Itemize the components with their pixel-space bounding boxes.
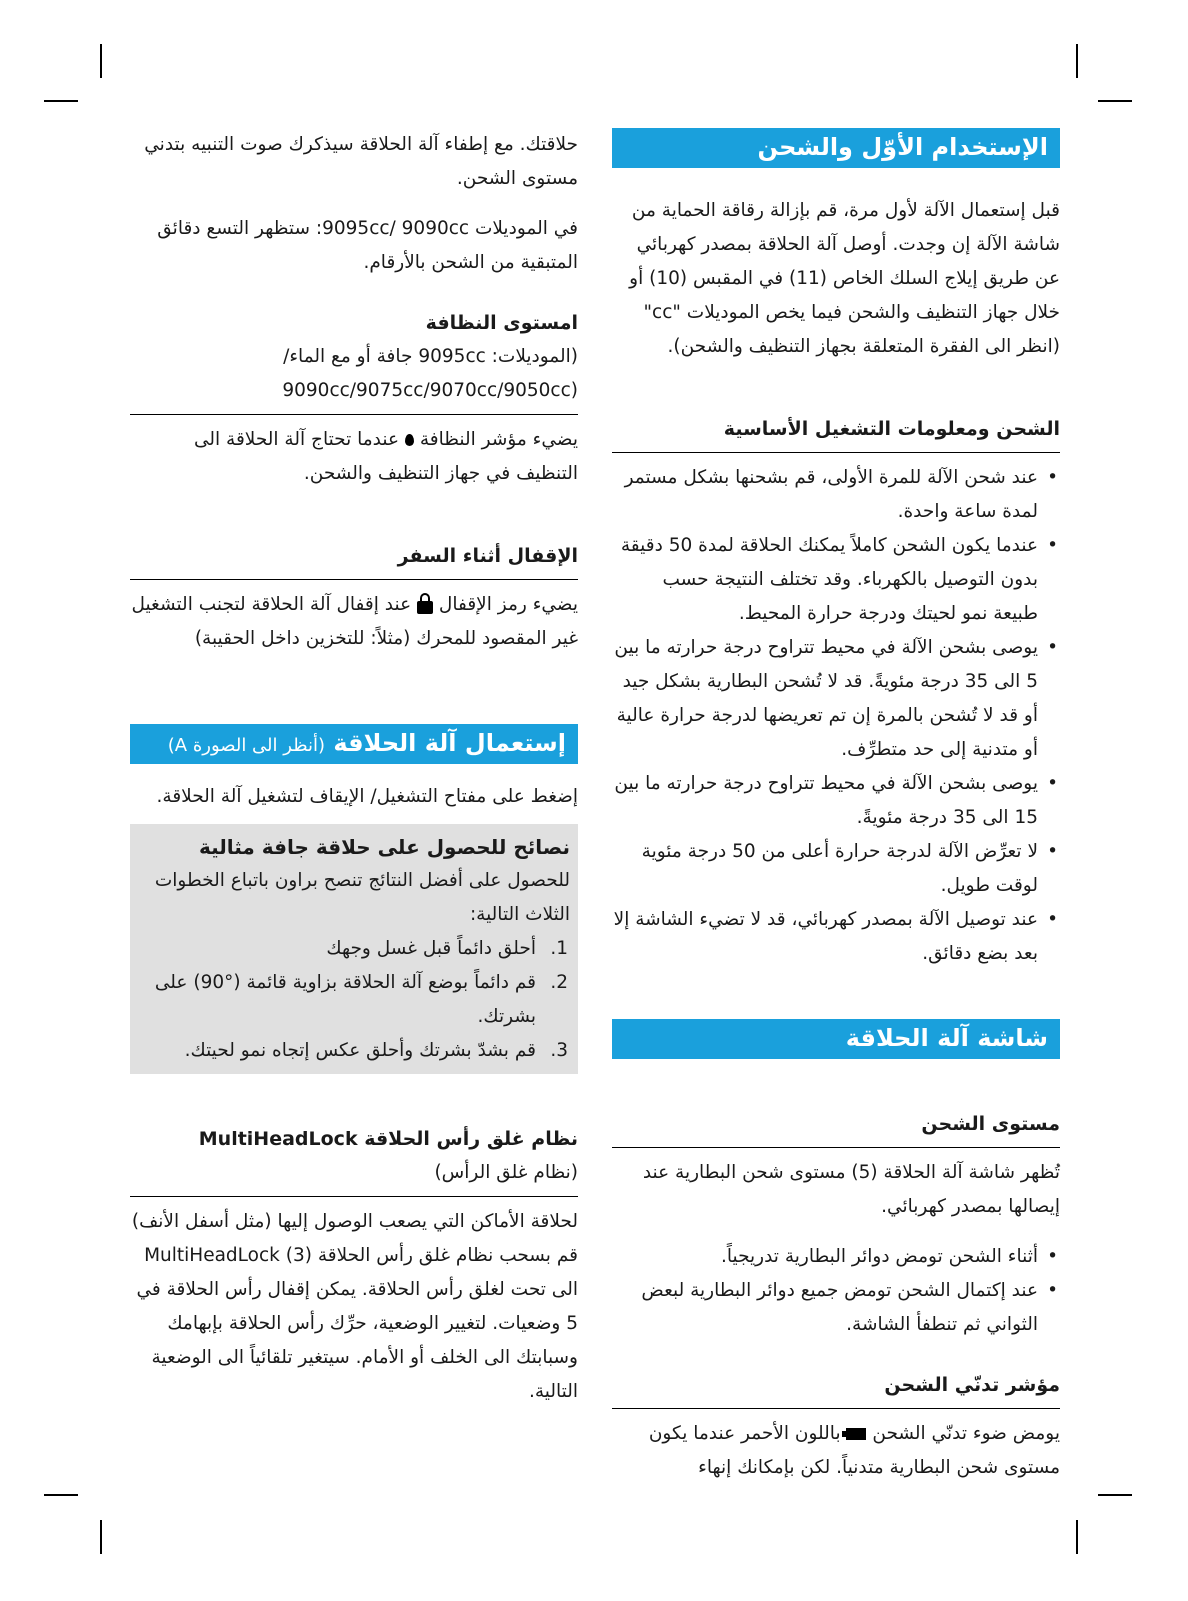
list-item: • يوصى بشحن الآلة في محيط تتراوح درجة حرارته ما بين 5 الى 35 درجة مئويةً. قد لا تُشحن البطارية بشكل جيد أو قد لا تُشحن بالمرة إن تم تعريضها لدرجة حرارة عالية أو متدنية إلى حد متطرِّف. — [612, 631, 1038, 767]
low-charge-continued: حلاقتك. مع إطفاء آلة الحلاقة سيذكرك صوت التنبيه بتدني مستوى الشحن. — [144, 134, 578, 189]
travel-lock-text-a: يضيء رمز الإقفال — [438, 594, 578, 615]
step-text: قم بشدّ بشرتك وأحلق عكس إتجاه نمو لحيتك. — [184, 1040, 536, 1061]
using-shaver-title: إستعمال آلة الحلاقة — [333, 729, 566, 757]
step-number: 2. — [550, 972, 568, 993]
cleanliness-text-b: عندما تحتاج آلة الحلاقة الى التنظيف في جهاز التنظيف والشحن. — [193, 429, 578, 484]
crop-mark — [1076, 1520, 1078, 1554]
step-number: 3. — [550, 1040, 568, 1061]
crop-mark — [1076, 44, 1078, 78]
cleanliness-paragraph — [130, 423, 578, 491]
low-charge-text-b: باللون الأحمر عندما يكون مستوى شحن البطارية متدنياً. لكن بإمكانك إنهاء — [648, 1423, 1060, 1478]
list-item — [138, 1034, 568, 1068]
travel-lock-text-b: عند إقفال آلة الحلاقة لتجنب التشغيل غير المقصود للمحرك (مثلاً: للتخزين داخل الحقيبة) — [131, 594, 578, 649]
list-item: • أثناء الشحن تومض دوائر البطارية تدريجياً. — [612, 1240, 1038, 1274]
right-column — [612, 128, 1060, 1485]
multiheadlock-paragraph: لحلاقة الأماكن التي يصعب الوصول إليها (مثل أسفل الأنف) قم بسحب نظام غلق رأس الحلاقة (3) MultiHeadLock الى تحت لغلق رأس الحلاقة. يمكن إقفال رأس الحلاقة في 5 وضعيات. لتغيير الوضعية، حرِّك رأس الحلاقة بإبهامك وسبابتك الى الخلف أو الأمام. سيتغير تلقائياً الى الوضعية التالية. — [131, 1211, 578, 1402]
charging-info-list — [612, 461, 1060, 971]
crop-mark — [100, 44, 102, 78]
cleanliness-text-a: يضيء مؤشر النظافة — [419, 429, 578, 450]
low-charge-text-a: يومض ضوء تدنّي الشحن — [872, 1423, 1060, 1444]
charge-level-list — [612, 1240, 1060, 1342]
cleanliness-heading: امستوى النظافة — [425, 312, 578, 334]
travel-lock-heading: الإقفال أثناء السفر — [130, 539, 578, 580]
using-shaver-subtitle: (أنظر الى الصورة A) — [167, 735, 325, 756]
tips-intro: للحصول على أفضل النتائج تنصح براون باتباع الخطوات الثلاث التالية: — [154, 870, 570, 925]
switch-on-paragraph: إضغط على مفتاح التشغيل/ الإيقاف لتشغيل آلة الحلاقة. — [156, 786, 578, 807]
list-item: • عندما يكون الشحن كاملاً يمكنك الحلاقة لمدة 50 دقيقة بدون التوصيل بالكهرباء. وقد تختلف النتيجة حسب طبيعة نمو لحيتك ودرجة حرارة المحيط. — [612, 529, 1038, 631]
battery-icon — [846, 1428, 866, 1440]
charging-info-heading: الشحن ومعلومات التشغيل الأساسية — [612, 412, 1060, 453]
list-item: • عند شحن الآلة للمرة الأولى، قم بشحنها بشكل مستمر لمدة ساعة واحدة. — [612, 461, 1038, 529]
models-minutes-paragraph: في الموديلات 9095cc/ 9090cc: ستظهر التسع دقائق المتبقية من الشحن بالأرقام. — [157, 218, 578, 273]
list-item: • لا تعرِّض الآلة لدرجة حرارة أعلى من 50 درجة مئوية لوقت طويل. — [612, 835, 1038, 903]
list-item — [138, 932, 568, 966]
list-item: • عند إكتمال الشحن تومض جميع دوائر البطارية لبعض الثواني ثم تنطفأ الشاشة. — [612, 1274, 1038, 1342]
step-text: أحلق دائماً قبل غسل وجهك — [326, 938, 536, 959]
first-use-paragraph: قبل إستعمال الآلة لأول مرة، قم بإزالة رقاقة الحماية من شاشة الآلة إن وجدت. أوصل آلة الحلاقة بمصدر كهربائي عن طريق إيلاج السلك الخاص (11) في المقبس (10) أو خلال جهاز التنظيف والشحن فيما يخص الموديلات "cc" (انظر الى الفقرة المتعلقة بجهاز التنظيف والشحن). — [629, 200, 1060, 357]
using-shaver-banner — [130, 724, 578, 764]
list-item: • يوصى بشحن الآلة في محيط تتراوح درجة حرارته ما بين 15 الى 35 درجة مئويةً. — [612, 767, 1038, 835]
low-charge-heading: مؤشر تدنّي الشحن — [612, 1368, 1060, 1409]
multiheadlock-heading: نظام غلق رأس الحلاقة MultiHeadLock — [198, 1128, 578, 1150]
low-charge-paragraph — [612, 1417, 1060, 1485]
crop-mark — [100, 1520, 102, 1554]
step-text: قم دائماً بوضع آلة الحلاقة بزاوية قائمة (°90) على بشرتك. — [154, 972, 536, 1027]
travel-lock-paragraph — [130, 588, 578, 656]
tips-box — [130, 824, 578, 1074]
cleanliness-models-1: (الموديلات: 9095cc جافة أو مع الماء/ — [283, 346, 578, 367]
charge-level-heading: مستوى الشحن — [612, 1107, 1060, 1148]
crop-mark — [44, 1494, 78, 1496]
crop-mark — [1098, 1494, 1132, 1496]
crop-mark — [44, 100, 78, 102]
droplet-icon — [405, 434, 414, 446]
list-item: • عند توصيل الآلة بمصدر كهربائي، قد لا تضيء الشاشة إلا بعد بضع دقائق. — [612, 903, 1038, 971]
tips-title: نصائح للحصول على حلاقة جافة مثالية — [198, 835, 570, 859]
tips-steps — [138, 932, 570, 1068]
shaver-display-banner: شاشة آلة الحلاقة — [612, 1019, 1060, 1059]
list-item — [138, 966, 568, 1034]
multiheadlock-sub: (نظام غلق الرأس) — [130, 1156, 578, 1197]
charge-level-paragraph: تُظهر شاشة آلة الحلاقة (5) مستوى شحن البطارية عند إيصالها بمصدر كهربائي. — [642, 1162, 1060, 1217]
first-use-banner: الإستخدام الأوّل والشحن — [612, 128, 1060, 168]
crop-mark — [1098, 100, 1132, 102]
left-column — [130, 128, 578, 1409]
cleanliness-models-2: (9090cc/9075cc/9070cc/9050cc — [130, 374, 578, 415]
step-number: 1. — [550, 938, 568, 959]
lock-icon — [417, 601, 433, 614]
